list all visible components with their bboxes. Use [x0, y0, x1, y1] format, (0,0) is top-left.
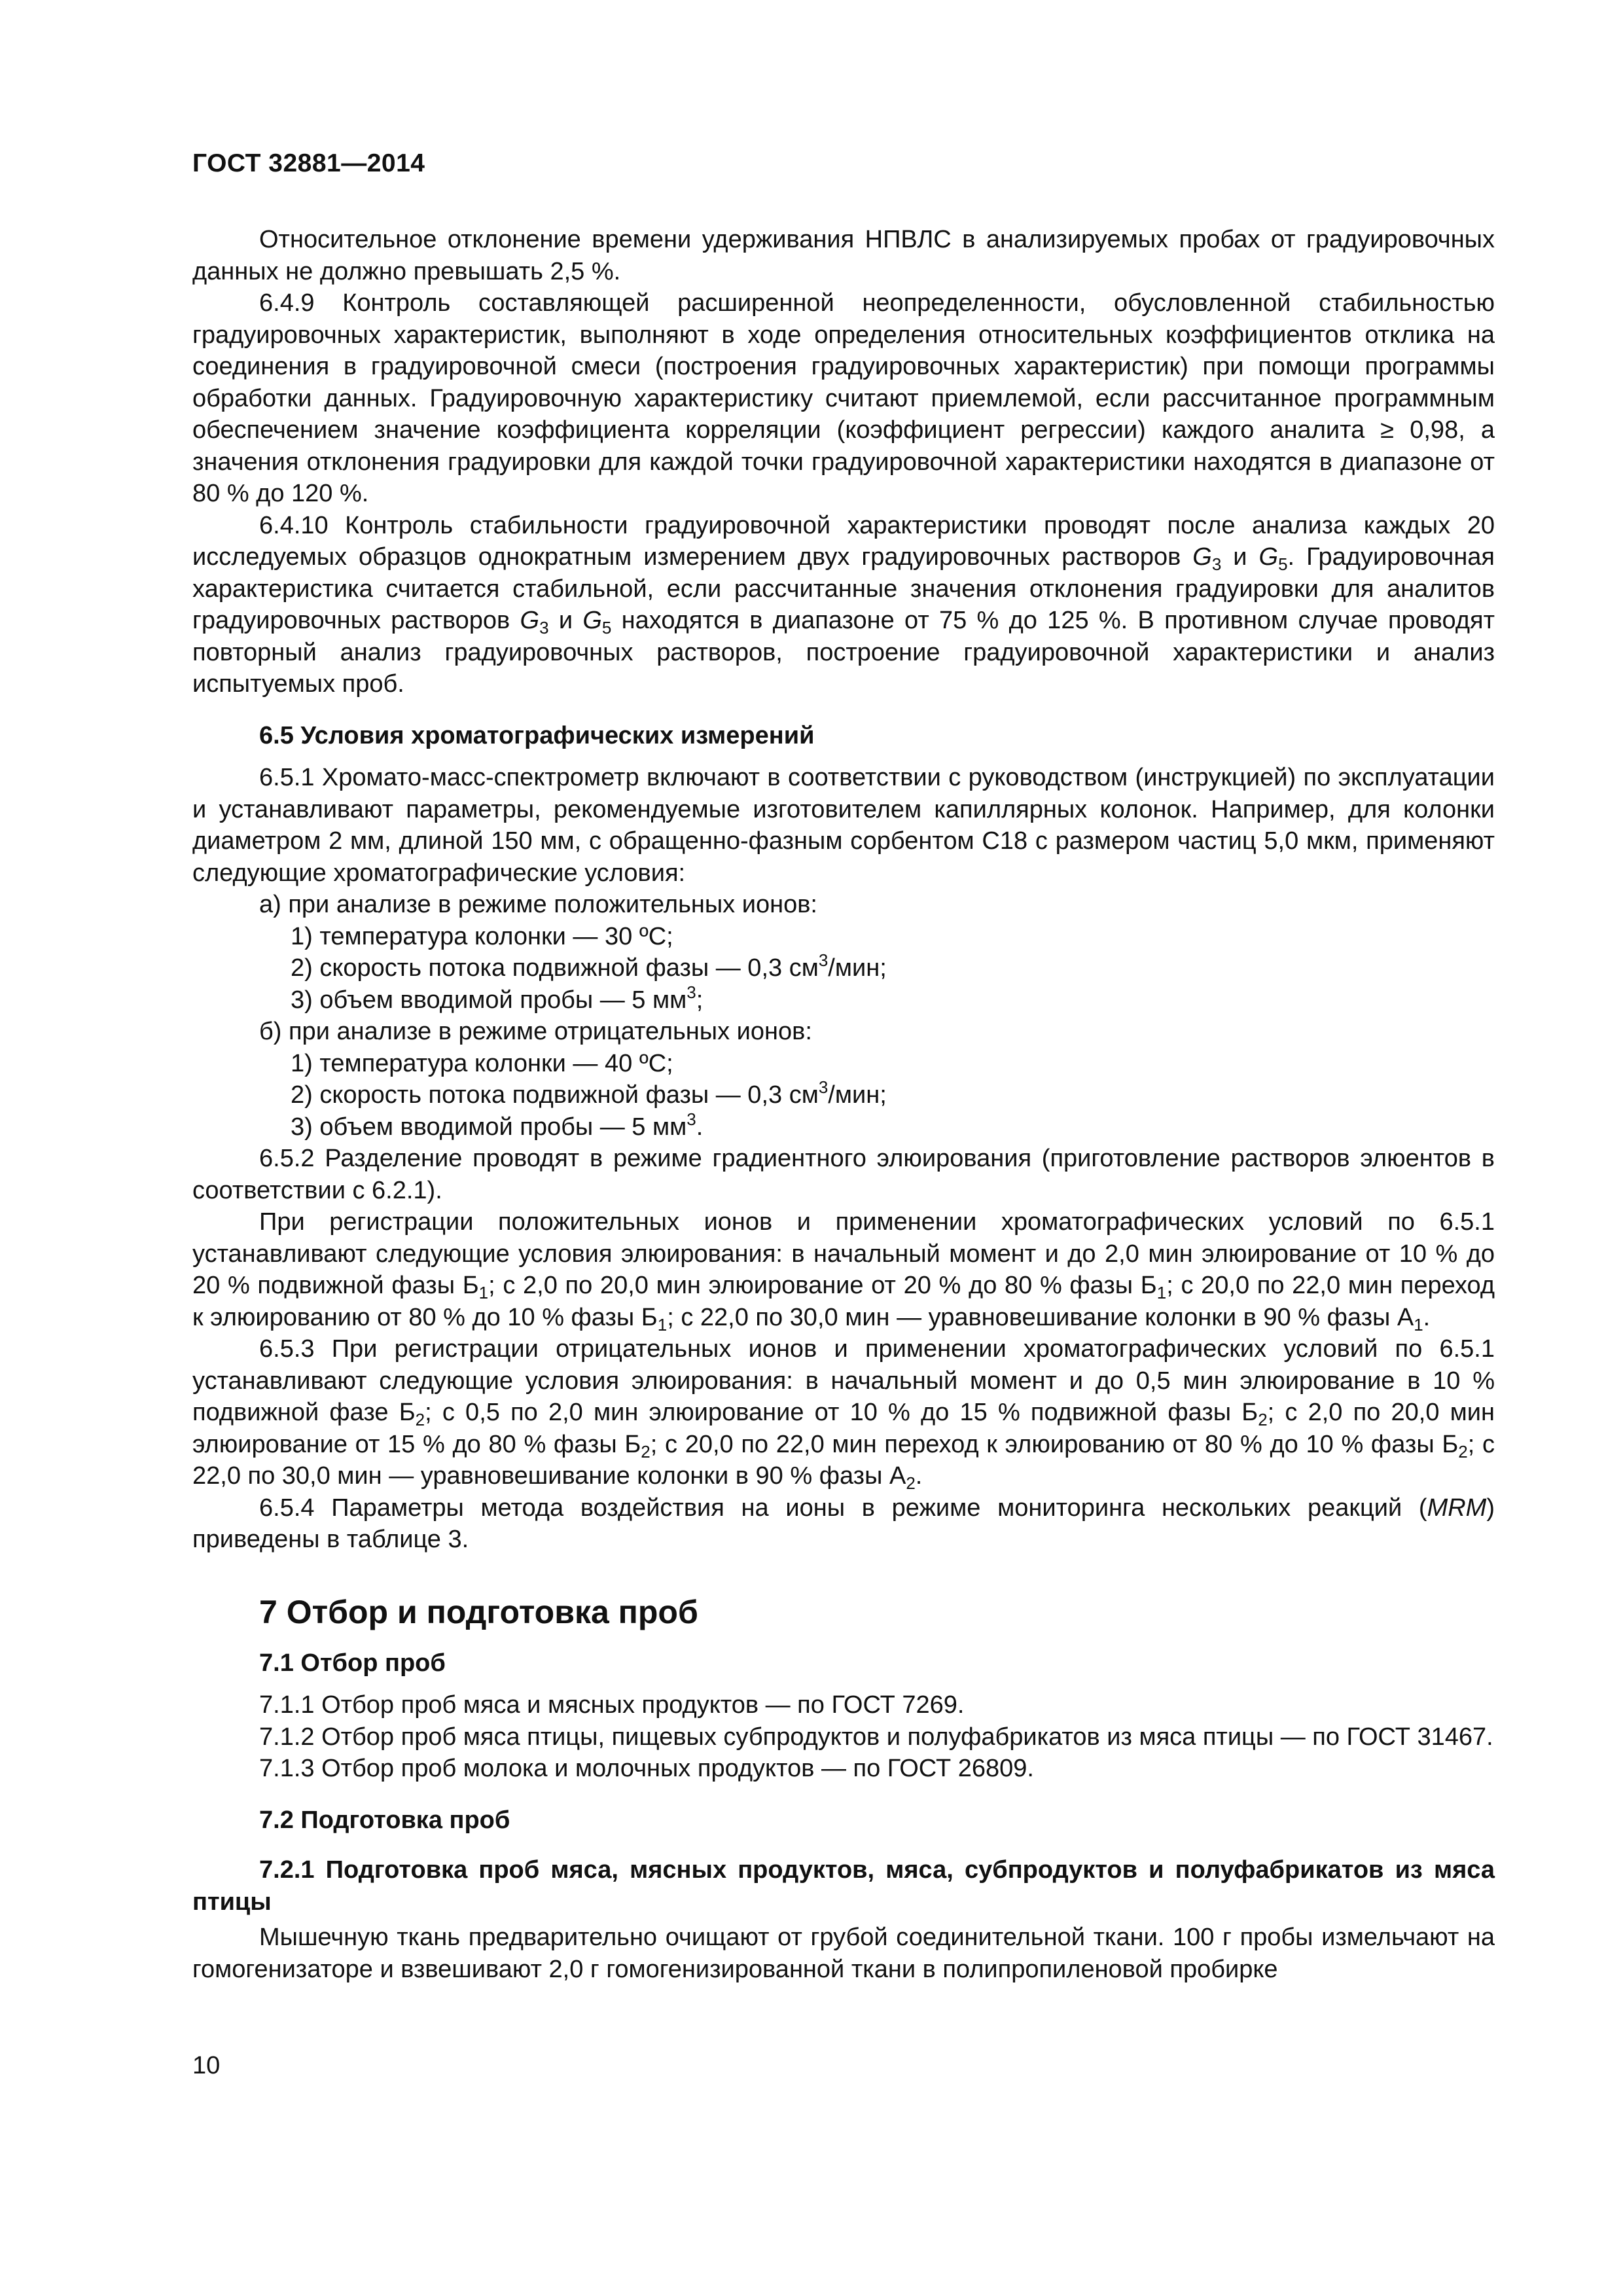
- paragraph-7-1-3: 7.1.3 Отбор проб молока и молочных продуктов — по ГОСТ 26809.: [259, 1755, 1034, 1782]
- list-subitem-a1: 1) температура колонки — 30 ºС;: [291, 922, 673, 950]
- paragraph-6-4-9: 6.4.9 Контроль составляющей расширенной неопределенности, обусловленной стабильностью градуировочных характеристик, выполняют в ходе определения относительных коэффициентов отклика на соединения в градуировочной смеси (построения градуировочных характеристик) при помощи программы обработки данных. Градуировочную характеристику считают приемлемой, если рассчитанное программным обеспечением значение коэффициента корреляции (коэффициент регрессии) каждого аналита ≥ 0,98, а значения отклонения градуировки для каждой точки градуировочной характеристики находятся в диапазоне от 80 % до 120 %.: [192, 289, 1495, 507]
- document-code-header: ГОСТ 32881—2014: [192, 149, 425, 177]
- document-body: [192, 224, 1495, 1985]
- list-subitem-b2: 2) скорость потока подвижной фазы — 0,3 $см^3$/мин;: [291, 1077, 887, 1109]
- list-subitem-b1: 1) температура колонки — 40 ºС;: [291, 1049, 673, 1077]
- list-subitem-b3: 3) объем вводимой пробы — 5 $мм^3$.: [291, 1109, 704, 1141]
- paragraph-6-4-10: 6.4.10 Контроль стабильности градуировочной характеристики проводят после анализа каждых 20 исследуемых образцов однократным измерением двух градуировочных растворов $G_3$ и $G_5$. Градуировочная характеристика считается стабильной, если рассчитанные значения отклонения градуировки для аналитов градуировочных растворов $G_3$ и $G_5$ находятся в диапазоне от 75 % до 125 %. В противном случае проводят повторный анализ градуировочных растворов, построение градуировочной характеристики и анализ испытуемых проб.: [192, 511, 1495, 698]
- paragraph-6-5-1: 6.5.1 Хромато-масс-спектрометр включают в соответствии с руководством (инструкцией) по эксплуатации и устанавливают параметры, рекомендуемые изготовителем капиллярных колонок. Например, для колонки диаметром 2 мм, длиной 150 мм, с обращенно-фазным сорбентом С18 с размером частиц 5,0 мкм, применяют следующие хроматографические условия:: [192, 764, 1495, 887]
- list-subitem-a3: 3) объем вводимой пробы — 5 $мм^3$;: [291, 982, 704, 1014]
- list-item-negative-ions: б) при анализе в режиме отрицательных ионов:: [259, 1018, 812, 1045]
- list-item-positive-ions: а) при анализе в режиме положительных ионов:: [259, 891, 817, 918]
- paragraph-7-2-1-text: Мышечную ткань предварительно очищают от грубой соединительной ткани. 100 г пробы измельчают на гомогенизаторе и взвешивают 2,0 г гомогенизированной ткани в полипропиленовой пробирке: [192, 1924, 1495, 1983]
- paragraph-6-5-2: 6.5.2 Разделение проводят в режиме градиентного элюирования (приготовление растворов элюентов в соответствии с 6.2.1).: [192, 1145, 1495, 1204]
- section-heading-7: 7 Отбор и подготовка проб: [259, 1593, 698, 1630]
- paragraph-7-1-2: 7.1.2 Отбор проб мяса птицы, пищевых субпродуктов и полуфабрикатов из мяса птицы — по ГОСТ 31467.: [259, 1723, 1493, 1751]
- paragraph-retention-deviation: Относительное отклонение времени удерживания НПВЛС в анализируемых пробах от градуировочных данных не должно превышать 2,5 %.: [192, 226, 1495, 285]
- section-heading-7-1: 7.1 Отбор проб: [259, 1649, 446, 1677]
- paragraph-6-5-3: 6.5.3 При регистрации отрицательных ионов и применении хроматографических условий по 6.5.1 устанавливают следующие условия элюирования: в начальный момент и до 0,5 мин элюирование в 10 % подвижной фазе $Б_2$; с 0,5 по 2,0 мин элюирование от 10 % до 15 % подвижной фазы $Б_2$; с 2,0 по 20,0 мин элюирование от 15 % до 80 % фазы $Б_2$; с 20,0 по 22,0 мин переход к элюированию от 80 % до 10 % фазы $Б_2$; с 22,0 по 30,0 мин — уравновешивание колонки в 90 % фазы $А_2$.: [192, 1335, 1495, 1493]
- section-heading-7-2-1: 7.2.1 Подготовка проб мяса, мясных продуктов, мяса, субпродуктов и полуфабрикатов из мяса птицы: [192, 1856, 1495, 1916]
- paragraph-7-1-1: 7.1.1 Отбор проб мяса и мясных продуктов — по ГОСТ 7269.: [259, 1691, 965, 1719]
- section-heading-7-2: 7.2 Подготовка проб: [259, 1806, 510, 1834]
- paragraph-6-5-4: 6.5.4 Параметры метода воздействия на ионы в режиме мониторинга нескольких реакций (MRM) приведены в таблице 3.: [192, 1494, 1495, 1553]
- list-subitem-a2: 2) скорость потока подвижной фазы — 0,3 $см^3$/мин;: [291, 950, 887, 982]
- section-heading-6-5: 6.5 Условия хроматографических измерений: [259, 721, 815, 749]
- page-number: 10: [192, 2052, 221, 2079]
- paragraph-positive-elution: При регистрации положительных ионов и применении хроматографических условий по 6.5.1 устанавливают следующие условия элюирования: в начальный момент и до 2,0 мин элюирование от 10 % до 20 % подвижной фазы $Б_1$; с 2,0 по 20,0 мин элюирование от 20 % до 80 % фазы $Б_1$; с 20,0 по 22,0 мин переход к элюированию от 80 % до 10 % фазы $Б_1$; с 22,0 по 30,0 мин — уравновешивание колонки в 90 % фазы $А_1$.: [192, 1208, 1495, 1335]
